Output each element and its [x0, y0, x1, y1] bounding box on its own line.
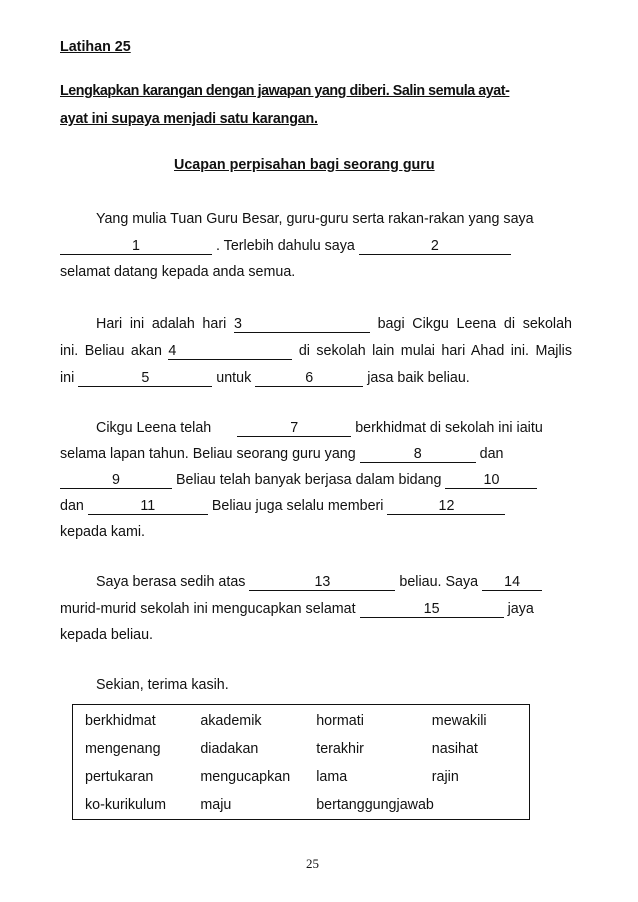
word-bank-cell: maju	[200, 797, 232, 813]
blank-5[interactable]: 5	[78, 371, 212, 385]
p4-text: jaya	[507, 601, 534, 617]
blank-12[interactable]: 12	[387, 499, 505, 513]
word-bank-table	[72, 704, 530, 820]
p1-line-3: selamat datang kepada anda semua.	[60, 264, 296, 280]
p4-line-3: kepada beliau.	[60, 627, 154, 643]
word-bank-cell: akademik	[200, 713, 262, 729]
blank-2[interactable]: 2	[359, 239, 511, 253]
blank-8[interactable]: 8	[360, 447, 476, 461]
essay-title: Ucapan perpisahan bagi seorang guru	[174, 157, 435, 173]
p2-line-3	[60, 370, 470, 386]
p4-text: beliau. Saya	[399, 574, 479, 590]
word-bank-cell: terakhir	[316, 741, 364, 757]
word-bank-row	[73, 791, 530, 820]
p2-text: Hari ini adalah hari	[96, 316, 227, 332]
word-bank-cell: rajin	[431, 769, 459, 785]
exercise-title: Latihan 25	[60, 39, 131, 55]
p3-text: Cikgu Leena telah	[96, 420, 212, 436]
word-bank-cell: mengenang	[85, 741, 161, 757]
word-bank-cell: mengucapkan	[200, 769, 291, 785]
p2-text: bagi Cikgu Leena di sekolah	[377, 316, 572, 332]
word-bank-cell: pertukaran	[85, 769, 154, 785]
p2-text: ini	[60, 370, 75, 386]
p2-line-2	[60, 343, 572, 359]
p3-text: Beliau juga selalu memberi	[211, 498, 384, 514]
blank-9[interactable]: 9	[60, 473, 172, 487]
p3-line-4	[60, 498, 505, 514]
word-bank-row	[73, 763, 530, 791]
word-bank-cell: ko-kurikulum	[85, 797, 167, 813]
instruction-line-2: ayat ini supaya menjadi satu karangan.	[60, 111, 318, 127]
word-bank-cell: bertanggungjawab	[316, 797, 434, 813]
p3-text: berkhidmat di sekolah ini iaitu	[355, 420, 543, 436]
p3-line-5: kepada kami.	[60, 524, 146, 540]
blank-11[interactable]: 11	[88, 499, 208, 513]
p4-text: murid-murid sekolah ini mengucapkan selamat	[60, 601, 356, 617]
word-bank-cell: hormati	[316, 713, 364, 729]
p3-text: dan	[479, 446, 504, 462]
blank-4[interactable]: 4	[168, 344, 292, 358]
closing-text: Sekian, terima kasih.	[96, 677, 229, 693]
blank-7[interactable]: 7	[237, 421, 351, 435]
p2-text: di sekolah lain mulai hari Ahad ini. Majlis	[298, 343, 572, 359]
blank-3[interactable]: 3	[234, 317, 370, 331]
p1-line-1: Yang mulia Tuan Guru Besar, guru-guru serta rakan-rakan yang saya	[96, 211, 534, 227]
p1-line-2	[60, 238, 511, 254]
blank-6[interactable]: 6	[255, 371, 363, 385]
p2-text: jasa baik beliau.	[367, 370, 470, 386]
p2-text: untuk	[216, 370, 252, 386]
word-bank-cell: nasihat	[431, 741, 478, 757]
page-number: 25	[306, 856, 319, 871]
word-bank-cell: mewakili	[431, 713, 487, 729]
p4-line-2	[60, 601, 534, 617]
word-bank-row	[73, 735, 530, 763]
blank-1[interactable]: 1	[60, 239, 212, 253]
p3-text: selama lapan tahun. Beliau seorang guru yang	[60, 446, 356, 462]
p1-text: . Terlebih dahulu saya	[215, 238, 355, 254]
word-bank-cell: diadakan	[200, 741, 259, 757]
p3-text: dan	[60, 498, 84, 514]
p2-line-1	[96, 316, 572, 332]
p3-text: Beliau telah banyak berjasa dalam bidang	[175, 472, 442, 488]
p3-line-3	[60, 472, 537, 488]
p3-line-2	[60, 446, 504, 462]
word-bank-cell: lama	[316, 769, 348, 785]
p4-line-1	[96, 574, 542, 590]
p3-line-1	[96, 420, 543, 436]
word-bank-cell: berkhidmat	[85, 713, 156, 729]
p2-text: ini. Beliau akan	[60, 343, 162, 359]
blank-14[interactable]: 14	[482, 575, 542, 589]
blank-13[interactable]: 13	[249, 575, 395, 589]
blank-10[interactable]: 10	[445, 473, 537, 487]
word-bank-row	[73, 705, 530, 736]
blank-15[interactable]: 15	[360, 602, 504, 616]
instruction-line-1: Lengkapkan karangan dengan jawapan yang diberi. Salin semula ayat-	[60, 83, 510, 99]
p4-text: Saya berasa sedih atas	[96, 574, 246, 590]
